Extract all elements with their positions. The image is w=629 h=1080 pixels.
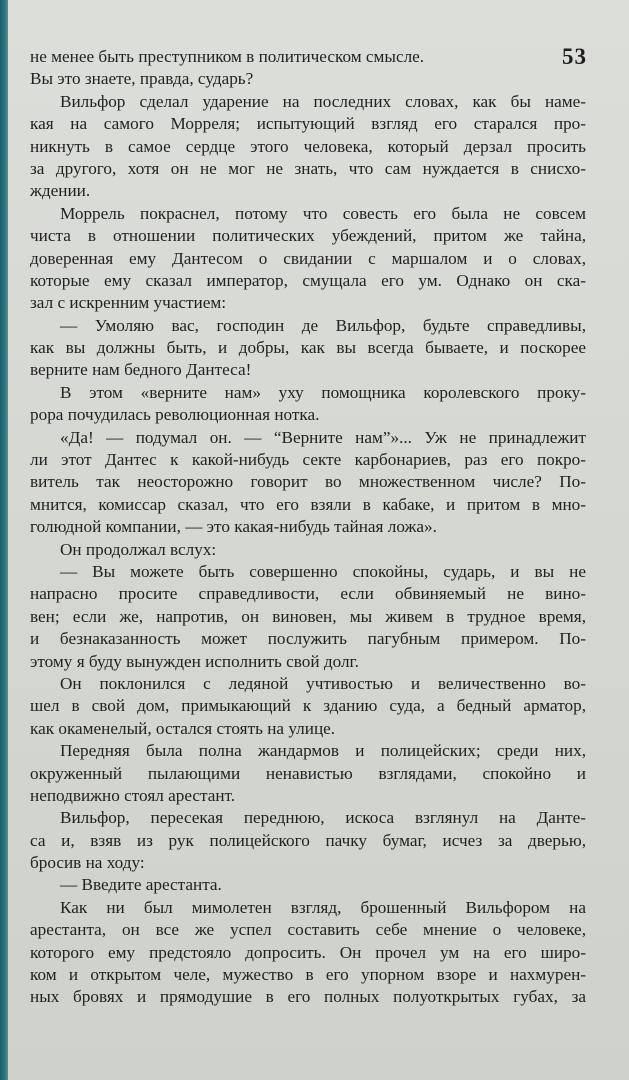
text-line: верните нам бедного Дантеса! [30, 360, 252, 380]
text-line: неподвижно стоял арестант. [30, 785, 236, 805]
text-line: за другого, хотя он не мог не знать, что сам нуждается в снисхо- [30, 158, 586, 178]
text-line: мнится, комиссар сказал, что его взяли в кабаке, и притом в мно- [30, 494, 586, 514]
text-line: этому я буду вынужден исполнить свой долг. [30, 651, 359, 671]
text-line: доверенная ему Дантесом о свидании с маршалом и о словах, [30, 248, 586, 268]
text-line: — Введите арестанта. [60, 875, 222, 895]
text-line: са и, взяв из рук полицейского пачку бумаг, исчез за дверью, [30, 830, 586, 850]
text-line: никнуть в самое сердце этого человека, который дерзал просить [30, 136, 586, 156]
text-line: рора почудилась революционная нотка. [30, 405, 320, 425]
book-spine-edge [0, 0, 8, 1080]
text-line: ли этот Дантес к какой-нибудь секте карбонариев, раз его покро- [30, 450, 586, 470]
text-line: бросив на ходу: [30, 853, 145, 873]
text-line: как вы должны быть, и добры, как вы всегда бываете, и поскорее [30, 338, 586, 358]
text-line: ждении. [30, 181, 91, 201]
text-line: зал с искренним участием: [30, 293, 227, 313]
text-line: шел в свой дом, примыкающий к зданию суда, а бедный арматор, [30, 696, 586, 716]
text-line: не менее быть преступником в политическом смысле. [30, 47, 425, 66]
body-text [30, 46, 586, 1009]
book-page [8, 0, 629, 1080]
text-line: витель так неосторожно говорит во множественном числе? По- [30, 472, 586, 492]
text-line: «Да! — подумал он. — “Верните нам”»... Уж не принадлежит [60, 427, 586, 447]
text-line: голюдной компании, — это какая-нибудь тайная ложа». [30, 517, 437, 537]
text-line: как окаменелый, остался стоять на улице. [30, 718, 336, 738]
text-line: напрасно просите справедливости, если обвиняемый не вино- [30, 584, 586, 604]
text-line: Передняя была полна жандармов и полицейских; среди них, [60, 741, 586, 761]
page-number: 53 [562, 44, 587, 69]
text-line: и безнаказанность может послужить пагубным примером. По- [30, 629, 586, 649]
text-line: Вильфор, пересекая переднюю, искоса взглянул на Данте- [60, 808, 586, 828]
text-line: кая на самого Морреля; испытующий взгляд его старался про- [30, 114, 586, 134]
text-line: Он продолжал вслух: [60, 539, 217, 559]
text-line: ных бровях и прямодушие в его полных полуоткрытых губах, за [30, 987, 586, 1007]
text-line: Как ни был мимолетен взгляд, брошенный Вильфором на [60, 897, 586, 917]
text-line: арестанта, он все же успел составить себе мнение о человеке, [30, 920, 586, 940]
text-line: — Вы можете быть совершенно спокойны, сударь, и вы не [60, 561, 586, 581]
text-line: чиста в отношении политических убеждений, притом же тайна, [30, 226, 586, 246]
text-line: Вильфор сделал ударение на последних словах, как бы наме- [60, 91, 586, 111]
text-line: Он поклонился с ледяной учтивостью и величественно во- [60, 673, 586, 693]
text-line: — Умоляю вас, господин де Вильфор, будьте справедливы, [60, 315, 586, 335]
text-line: которые ему сказал император, смущала его ум. Однако он ска- [30, 270, 586, 290]
text-line: которого ему предстояло допросить. Он прочел ум на его широ- [30, 942, 586, 962]
text-line: ком и открытом челе, мужество в его упорном взоре и нахмурен- [30, 965, 586, 985]
text-line: Вы это знаете, правда, сударь? [30, 69, 254, 89]
text-line: окруженный пылающими ненавистью взглядами, спокойно и [30, 763, 586, 783]
text-line: вен; если же, напротив, он виновен, мы живем в трудное время, [30, 606, 586, 626]
text-line: В этом «верните нам» уху помощника королевского проку- [60, 382, 586, 402]
text-line: Моррель покраснел, потому что совесть его была не совсем [60, 203, 586, 223]
